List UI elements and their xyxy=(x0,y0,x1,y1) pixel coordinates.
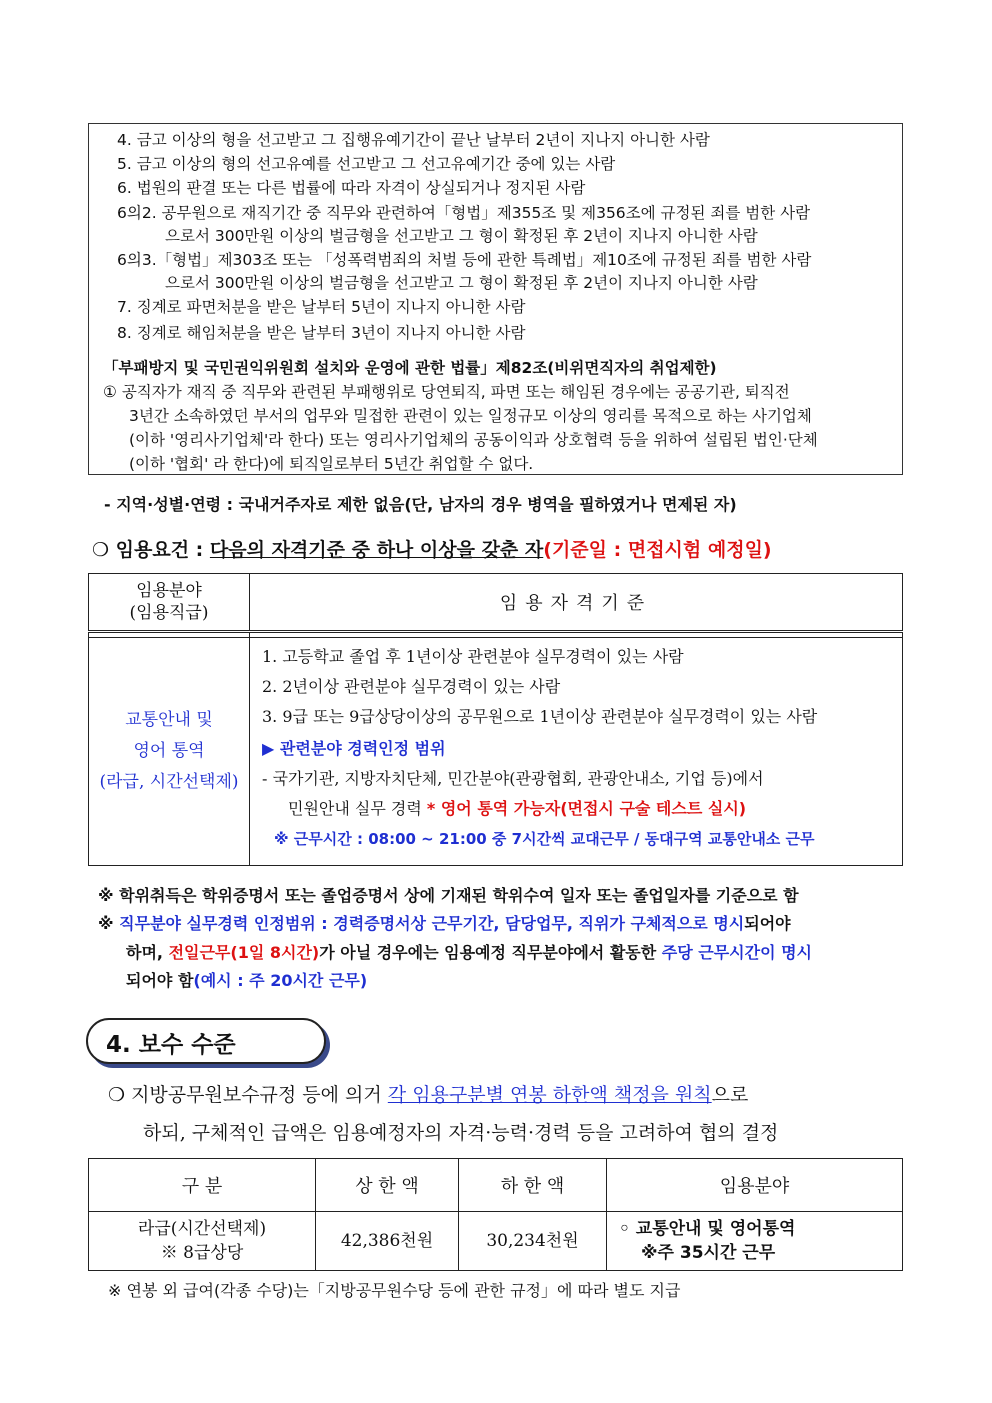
header-category: 구 분 xyxy=(89,1159,316,1212)
law-text: ① 공직자가 재직 중 직무와 관련된 부패행위로 당연퇴직, 파면 또는 해임된 경우에는 공공기관, 퇴직전 xyxy=(103,383,790,401)
appointment-field: 교통안내 및 영어 통역 (라급, 시간선택제) xyxy=(89,638,250,866)
career-line: 민원안내 실무 경력 * 영어 통역 가능자(면접시 구술 테스트 실시) xyxy=(288,799,747,818)
header-field: 임용분야 xyxy=(607,1159,903,1212)
list-item: 으로서 300만원 이상의 벌금형을 선고받고 그 형이 확정된 후 2년이 지나지 아니한 사람 xyxy=(165,274,758,292)
pay-principle-cont: 하되, 구체적인 급액은 임용예정자의 자격·능력·경력 등을 고려하여 협의 결정 xyxy=(143,1122,779,1144)
criteria-item: 3. 9급 또는 9급상당이상의 공무원으로 1년이상 관련분야 실무경력이 있는 사람 xyxy=(262,707,818,726)
lower-amount: 30,234천원 xyxy=(459,1212,607,1271)
appointment-requirement xyxy=(92,535,772,562)
list-item: 8. 징계로 해임처분을 받은 날부터 3년이 지나지 아니한 사람 xyxy=(117,324,526,342)
list-item: 6. 법원의 판결 또는 다른 법률에 따라 자격이 상실되거나 정지된 사람 xyxy=(117,179,586,197)
degree-note: ※ 학위취득은 학위증명서 또는 졸업증명서 상에 기재된 학위수여 일자 또는 졸업일자를 기준으로 함 xyxy=(98,886,799,905)
law-title: 「부패방지 및 국민권익위원회 설치와 운영에 관한 법률」제82조(비위면직자의 취업제한) xyxy=(103,359,717,377)
upper-amount: 42,386천원 xyxy=(316,1212,459,1271)
header-lower: 하 한 액 xyxy=(459,1159,607,1212)
disqualification-box xyxy=(88,123,903,475)
list-item: 4. 금고 이상의 형을 선고받고 그 집행유예기간이 끝난 날부터 2년이 지나지 아니한 사람 xyxy=(117,131,710,149)
career-title: ▶ 관련분야 경력인정 범위 xyxy=(262,739,446,758)
header-field: 임용분야 (임용직급) xyxy=(89,574,250,632)
criteria-cell xyxy=(250,638,903,866)
base-date: (기준일 : 면접시험 예정일) xyxy=(543,539,772,561)
list-item: 으로서 300만원 이상의 벌금형을 선고받고 그 형이 확정된 후 2년이 지나지 아니한 사람 xyxy=(165,227,758,245)
region-requirement: - 지역·성별·연령 : 국내거주자로 제한 없음(단, 남자의 경우 병역을 필하였거나 면제된 자) xyxy=(104,495,737,514)
header-upper: 상 한 액 xyxy=(316,1159,459,1212)
requirement-text: 다음의 자격기준 중 하나 이상을 갖춘 자 xyxy=(209,539,544,561)
salary-table xyxy=(88,1158,903,1271)
law-text: (이하 '영리사기업체'라 한다) 또는 영리사기업체의 공동이익과 상호협력 등을 위하여 설립된 법인·단체 xyxy=(129,431,818,449)
career-note-end: 되어야 함(예시 : 주 20시간 근무) xyxy=(126,971,368,990)
list-item: 6의3.「형법」제303조 또는 「성폭력범죄의 처벌 등에 관한 특례법」제10조에 규정된 죄를 범한 사람 xyxy=(117,251,812,269)
criteria-item: 2. 2년이상 관련분야 실무경력이 있는 사람 xyxy=(262,677,561,696)
qualification-table xyxy=(88,573,903,866)
law-text: 3년간 소속하였던 부서의 업무와 밀접한 관련이 있는 일정규모 이상의 영리를 목적으로 하는 사기업체 xyxy=(129,407,812,425)
criteria-item: 1. 고등학교 졸업 후 1년이상 관련분야 실무경력이 있는 사람 xyxy=(262,647,684,666)
work-hours: ※ 근무시간 : 08:00 ~ 21:00 중 7시간씩 교대근무 / 동대구역 교통안내소 근무 xyxy=(274,830,815,848)
header-criteria: 임용자격기준 xyxy=(250,574,903,632)
field-cell: ◦ 교통안내 및 영어통역 ※주 35시간 근무 xyxy=(607,1212,903,1271)
requirement-label: ❍ 임용요건 : xyxy=(92,539,210,561)
pay-principle: ❍ 지방공무원보수규정 등에 의거 각 임용구분별 연봉 하한액 책정을 원칙으로 xyxy=(108,1084,749,1106)
grade-cell: 라급(시간선택제) ※ 8급상당 xyxy=(89,1212,316,1271)
career-note: ※ 직무분야 실무경력 인정범위 : 경력증명서상 근무기간, 담당업무, 직위가 구체적으로 명시되어야 xyxy=(98,914,791,933)
list-item: 7. 징계로 파면처분을 받은 날부터 5년이 지나지 아니한 사람 xyxy=(117,298,526,316)
section-title: 4. 보수 수준 xyxy=(106,1032,236,1058)
allowance-footnote: ※ 연봉 외 급여(각종 수당)는「지방공무원수당 등에 관한 규정」에 따라 별도 지급 xyxy=(108,1281,681,1300)
section-4-heading xyxy=(86,1018,326,1064)
list-item: 5. 금고 이상의 형의 선고유예를 선고받고 그 선고유예기간 중에 있는 사람 xyxy=(117,155,616,173)
career-note-cont: 하며, 전일근무(1일 8시간)가 아닐 경우에는 임용예정 직무분야에서 활동한 주당 근무시간이 명시 xyxy=(126,943,813,962)
list-item: 6의2. 공무원으로 재직기간 중 직무와 관련하여「형법」제355조 및 제356조에 규정된 죄를 범한 사람 xyxy=(117,204,811,222)
career-line: - 국가기관, 지방자치단체, 민간분야(관광협회, 관광안내소, 기업 등)에서 xyxy=(262,769,764,788)
law-text: (이하 '협회' 라 한다)에 퇴직일로부터 5년간 취업할 수 없다. xyxy=(129,455,534,473)
